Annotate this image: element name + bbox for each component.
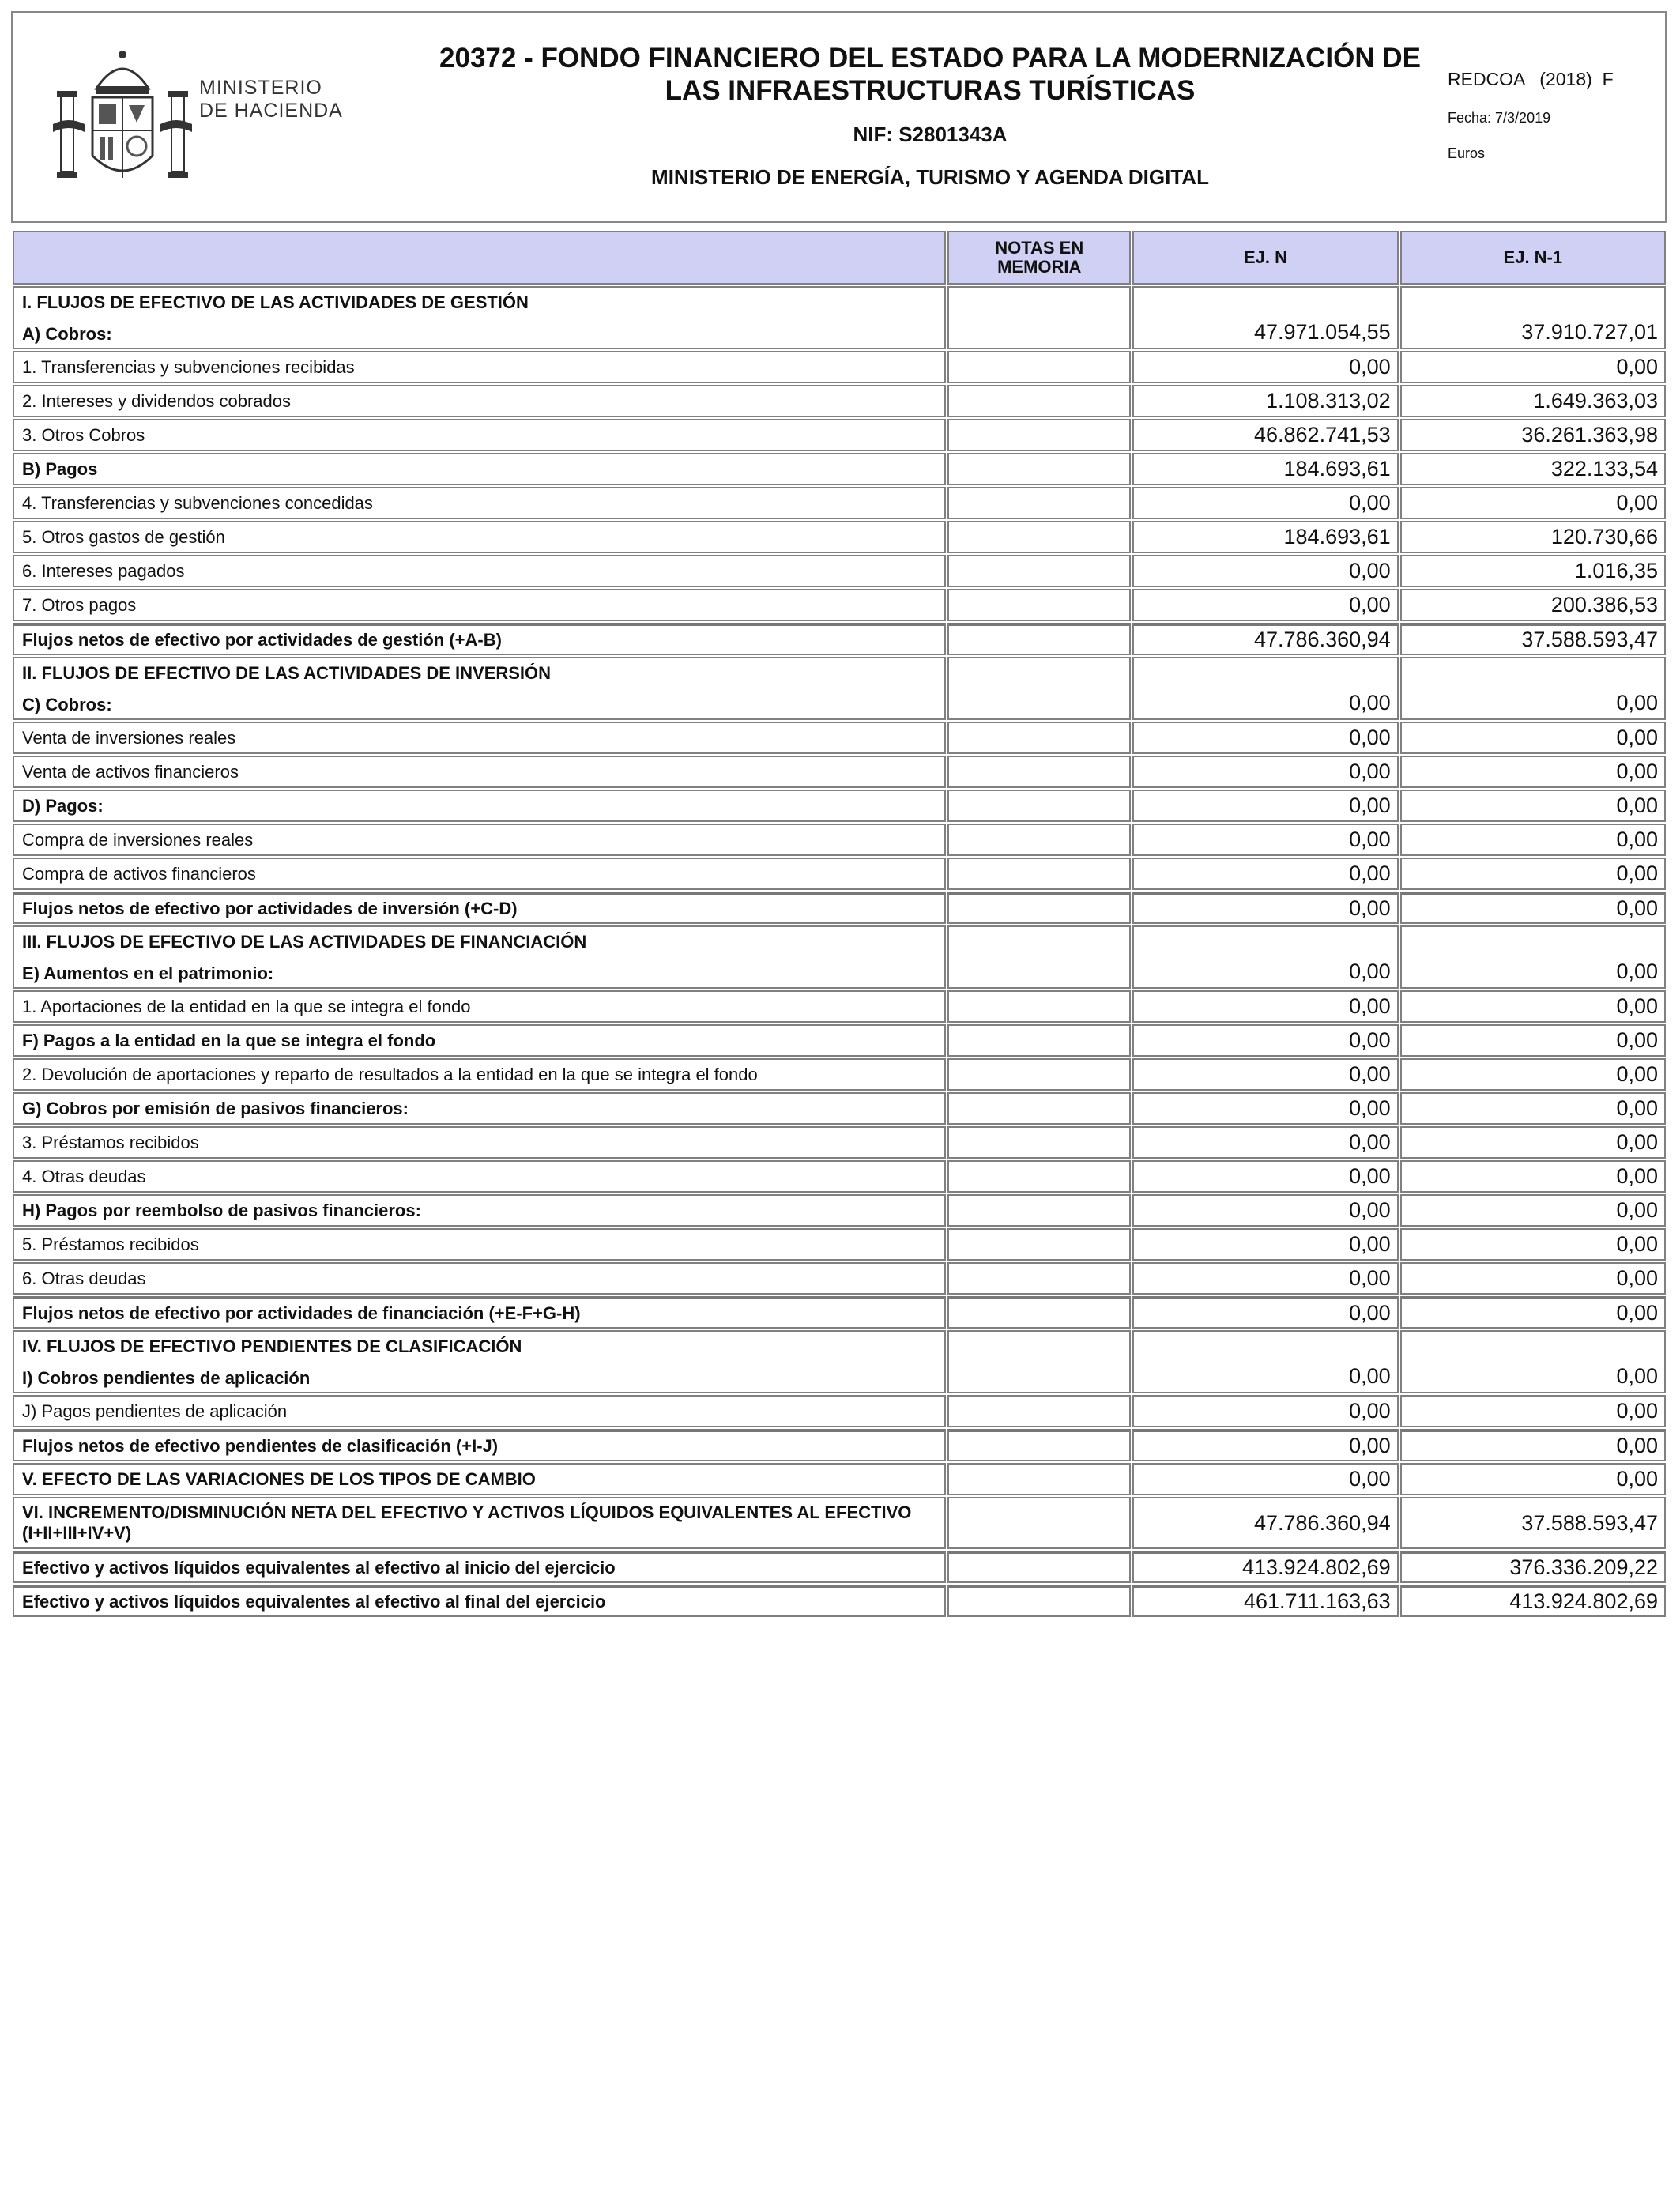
table-row xyxy=(13,858,1666,890)
row-label: B) Pagos xyxy=(13,453,946,485)
table-row xyxy=(13,589,1666,621)
column-header-year-n1: EJ. N-1 xyxy=(1400,231,1666,285)
row-value-year-n1: 37.588.593,47 xyxy=(1400,1497,1666,1549)
table-row xyxy=(13,351,1666,383)
row-notes xyxy=(947,1296,1131,1329)
row-notes xyxy=(947,589,1131,621)
row-label xyxy=(13,657,946,720)
row-value-year-n: 0,00 xyxy=(1132,722,1398,754)
row-notes xyxy=(947,925,1131,989)
report-date: Fecha: 7/3/2019 xyxy=(1448,110,1551,126)
row-value-year-n: 184.693,61 xyxy=(1132,521,1398,553)
cash-flow-table xyxy=(11,229,1667,1619)
table-row xyxy=(13,824,1666,856)
row-value-year-n: 0,00 xyxy=(1132,1228,1398,1261)
row-value-year-n1: 0,00 xyxy=(1400,824,1666,856)
row-label: 3. Otros Cobros xyxy=(13,419,946,451)
row-value-year-n: 0,00 xyxy=(1132,1058,1398,1091)
row-notes xyxy=(947,1194,1131,1227)
table-row xyxy=(13,1160,1666,1193)
row-notes xyxy=(947,1330,1131,1393)
row-value-year-n: 0,00 xyxy=(1132,1262,1398,1295)
table-row xyxy=(13,1585,1666,1617)
ministry-logo-text: MINISTERIO DE HACIENDA xyxy=(199,77,343,122)
table-row xyxy=(13,1194,1666,1227)
row-value-year-n1: 0,00 xyxy=(1400,1463,1666,1495)
row-notes xyxy=(947,1126,1131,1159)
row-value-year-n1: 0,00 xyxy=(1400,790,1666,822)
report-code: REDCOA (2018) F xyxy=(1448,69,1614,89)
row-value-year-n1: 322.133,54 xyxy=(1400,453,1666,485)
row-value-year-n1: 0,00 xyxy=(1400,657,1666,720)
row-notes xyxy=(947,790,1131,822)
row-label: 6. Intereses pagados xyxy=(13,555,946,587)
row-value-year-n: 413.924.802,69 xyxy=(1132,1551,1398,1583)
row-notes xyxy=(947,1497,1131,1549)
table-row xyxy=(13,1551,1666,1583)
row-label-text: I) Cobros pendientes de aplicación xyxy=(22,1368,311,1388)
row-label: Flujos netos de efectivo por actividades de gestión (+A-B) xyxy=(13,623,946,655)
row-label: Venta de inversiones reales xyxy=(13,722,946,754)
row-label: Flujos netos de efectivo por actividades de financiación (+E-F+G-H) xyxy=(13,1296,946,1329)
row-notes xyxy=(947,1228,1131,1261)
row-label: Efectivo y activos líquidos equivalentes al efectivo al final del ejercicio xyxy=(13,1585,946,1617)
row-value-year-n1: 0,00 xyxy=(1400,990,1666,1023)
row-value-year-n1: 0,00 xyxy=(1400,1429,1666,1461)
row-notes xyxy=(947,1024,1131,1057)
section-title: I. FLUJOS DE EFECTIVO DE LAS ACTIVIDADES DE GESTIÓN xyxy=(22,292,529,312)
row-label: V. EFECTO DE LAS VARIACIONES DE LOS TIPOS DE CAMBIO xyxy=(13,1463,946,1495)
row-value-year-n1: 0,00 xyxy=(1400,1262,1666,1295)
row-label: 2. Intereses y dividendos cobrados xyxy=(13,385,946,417)
row-notes xyxy=(947,286,1131,349)
row-label: G) Cobros por emisión de pasivos financieros: xyxy=(13,1092,946,1125)
row-label: F) Pagos a la entidad en la que se integra el fondo xyxy=(13,1024,946,1057)
table-row xyxy=(13,1395,1666,1427)
row-value-year-n: 46.862.741,53 xyxy=(1132,419,1398,451)
row-label: Efectivo y activos líquidos equivalentes al efectivo al inicio del ejercicio xyxy=(13,1551,946,1583)
row-value-year-n1: 376.336.209,22 xyxy=(1400,1551,1666,1583)
row-value-year-n: 0,00 xyxy=(1132,824,1398,856)
row-label: Compra de activos financieros xyxy=(13,858,946,890)
row-value-year-n1: 0,00 xyxy=(1400,1058,1666,1091)
row-value-year-n: 0,00 xyxy=(1132,351,1398,383)
row-notes xyxy=(947,1551,1131,1583)
table-row xyxy=(13,1330,1666,1393)
row-label xyxy=(13,286,946,349)
row-value-year-n1: 0,00 xyxy=(1400,756,1666,788)
row-notes xyxy=(947,487,1131,519)
row-label: 1. Transferencias y subvenciones recibidas xyxy=(13,351,946,383)
row-value-year-n1: 0,00 xyxy=(1400,1296,1666,1329)
organization: MINISTERIO DE ENERGÍA, TURISMO Y AGENDA DIGITAL xyxy=(651,165,1209,189)
table-row xyxy=(13,286,1666,349)
row-label: 2. Devolución de aportaciones y reparto de resultados a la entidad en la que se integra el fondo xyxy=(13,1058,946,1091)
column-header-notes: NOTAS EN MEMORIA xyxy=(947,231,1131,285)
row-label: 4. Transferencias y subvenciones concedidas xyxy=(13,487,946,519)
table-row xyxy=(13,385,1666,417)
row-value-year-n1: 37.588.593,47 xyxy=(1400,623,1666,655)
row-notes xyxy=(947,1262,1131,1295)
table-row xyxy=(13,1463,1666,1495)
row-notes xyxy=(947,1058,1131,1091)
nif: NIF: S2801343A xyxy=(853,123,1008,146)
row-notes xyxy=(947,858,1131,890)
row-value-year-n: 461.711.163,63 xyxy=(1132,1585,1398,1617)
row-label: 5. Préstamos recibidos xyxy=(13,1228,946,1261)
row-label: 5. Otros gastos de gestión xyxy=(13,521,946,553)
row-value-year-n: 0,00 xyxy=(1132,555,1398,587)
row-value-year-n1: 37.910.727,01 xyxy=(1400,286,1666,349)
row-notes xyxy=(947,1585,1131,1617)
document-title: 20372 - FONDO FINANCIERO DEL ESTADO PARA LA MODERNIZACIÓN DE LAS INFRAESTRUCTURAS TURÍSTICAS xyxy=(439,43,1421,106)
row-value-year-n: 0,00 xyxy=(1132,1126,1398,1159)
row-label: 7. Otros pagos xyxy=(13,589,946,621)
row-notes xyxy=(947,1160,1131,1193)
row-value-year-n1: 0,00 xyxy=(1400,925,1666,989)
row-notes xyxy=(947,1429,1131,1461)
row-value-year-n1: 36.261.363,98 xyxy=(1400,419,1666,451)
row-value-year-n1: 413.924.802,69 xyxy=(1400,1585,1666,1617)
row-value-year-n: 0,00 xyxy=(1132,990,1398,1023)
row-value-year-n: 0,00 xyxy=(1132,1296,1398,1329)
row-notes xyxy=(947,623,1131,655)
row-notes xyxy=(947,419,1131,451)
row-value-year-n1: 0,00 xyxy=(1400,1395,1666,1427)
row-notes xyxy=(947,385,1131,417)
table-row xyxy=(13,1262,1666,1295)
row-label: Venta de activos financieros xyxy=(13,756,946,788)
table-row xyxy=(13,487,1666,519)
section-title: II. FLUJOS DE EFECTIVO DE LAS ACTIVIDADES DE INVERSIÓN xyxy=(22,663,552,683)
row-label: H) Pagos por reembolso de pasivos financieros: xyxy=(13,1194,946,1227)
row-value-year-n: 0,00 xyxy=(1132,589,1398,621)
row-label: Compra de inversiones reales xyxy=(13,824,946,856)
table-row xyxy=(13,419,1666,451)
row-value-year-n: 47.786.360,94 xyxy=(1132,1497,1398,1549)
table-row xyxy=(13,790,1666,822)
table-row xyxy=(13,1024,1666,1057)
row-value-year-n: 0,00 xyxy=(1132,1395,1398,1427)
row-value-year-n: 0,00 xyxy=(1132,1330,1398,1393)
row-notes xyxy=(947,1395,1131,1427)
row-notes xyxy=(947,722,1131,754)
row-value-year-n1: 0,00 xyxy=(1400,1330,1666,1393)
row-value-year-n: 0,00 xyxy=(1132,1463,1398,1495)
section-title: III. FLUJOS DE EFECTIVO DE LAS ACTIVIDADES DE FINANCIACIÓN xyxy=(22,932,587,952)
row-value-year-n: 47.786.360,94 xyxy=(1132,623,1398,655)
table-row xyxy=(13,925,1666,989)
row-value-year-n1: 0,00 xyxy=(1400,892,1666,924)
column-header-year-n: EJ. N xyxy=(1132,231,1398,285)
table-row xyxy=(13,1126,1666,1159)
row-value-year-n: 47.971.054,55 xyxy=(1132,286,1398,349)
table-row xyxy=(13,555,1666,587)
row-notes xyxy=(947,555,1131,587)
table-row xyxy=(13,1092,1666,1125)
table-row xyxy=(13,623,1666,655)
row-value-year-n: 0,00 xyxy=(1132,858,1398,890)
row-value-year-n1: 0,00 xyxy=(1400,1160,1666,1193)
table-header-row xyxy=(13,231,1666,285)
row-value-year-n: 0,00 xyxy=(1132,756,1398,788)
row-label: D) Pagos: xyxy=(13,790,946,822)
table-row xyxy=(13,1497,1666,1549)
table-row xyxy=(13,892,1666,924)
row-value-year-n: 0,00 xyxy=(1132,1092,1398,1125)
table-row xyxy=(13,521,1666,553)
row-label: 6. Otras deudas xyxy=(13,1262,946,1295)
row-value-year-n1: 0,00 xyxy=(1400,722,1666,754)
row-notes xyxy=(947,657,1131,720)
row-value-year-n1: 1.016,35 xyxy=(1400,555,1666,587)
row-value-year-n: 0,00 xyxy=(1132,487,1398,519)
row-notes xyxy=(947,1092,1131,1125)
row-value-year-n: 0,00 xyxy=(1132,657,1398,720)
row-value-year-n1: 0,00 xyxy=(1400,351,1666,383)
table-row xyxy=(13,990,1666,1023)
row-value-year-n1: 0,00 xyxy=(1400,1126,1666,1159)
row-value-year-n: 0,00 xyxy=(1132,1194,1398,1227)
row-notes xyxy=(947,351,1131,383)
row-label-text: C) Cobros: xyxy=(22,695,112,714)
row-value-year-n: 0,00 xyxy=(1132,1160,1398,1193)
row-notes xyxy=(947,453,1131,485)
row-value-year-n: 0,00 xyxy=(1132,925,1398,989)
row-label: Flujos netos de efectivo pendientes de clasificación (+I-J) xyxy=(13,1429,946,1461)
row-label xyxy=(13,1330,946,1393)
row-label: 3. Préstamos recibidos xyxy=(13,1126,946,1159)
row-value-year-n1: 0,00 xyxy=(1400,487,1666,519)
row-label xyxy=(13,925,946,989)
row-value-year-n1: 0,00 xyxy=(1400,1194,1666,1227)
table-row xyxy=(13,453,1666,485)
row-value-year-n1: 1.649.363,03 xyxy=(1400,385,1666,417)
row-value-year-n: 1.108.313,02 xyxy=(1132,385,1398,417)
row-label: Flujos netos de efectivo por actividades de inversión (+C-D) xyxy=(13,892,946,924)
row-value-year-n1: 0,00 xyxy=(1400,1228,1666,1261)
row-label-text: A) Cobros: xyxy=(22,324,112,344)
table-row xyxy=(13,756,1666,788)
column-header-concept xyxy=(13,231,946,285)
table-row xyxy=(13,1058,1666,1091)
row-label: VI. INCREMENTO/DISMINUCIÓN NETA DEL EFECTIVO Y ACTIVOS LÍQUIDOS EQUIVALENTES AL EFECTIVO (I+II+III+IV+V) xyxy=(13,1497,946,1549)
row-value-year-n1: 0,00 xyxy=(1400,1092,1666,1125)
table-row xyxy=(13,722,1666,754)
row-notes xyxy=(947,990,1131,1023)
row-value-year-n: 0,00 xyxy=(1132,1429,1398,1461)
row-label: 1. Aportaciones de la entidad en la que se integra el fondo xyxy=(13,990,946,1023)
table-row xyxy=(13,1228,1666,1261)
row-value-year-n: 0,00 xyxy=(1132,892,1398,924)
currency: Euros xyxy=(1448,145,1486,161)
row-notes xyxy=(947,1463,1131,1495)
row-value-year-n1: 200.386,53 xyxy=(1400,589,1666,621)
row-value-year-n1: 0,00 xyxy=(1400,1024,1666,1057)
row-value-year-n: 0,00 xyxy=(1132,1024,1398,1057)
row-label: 4. Otras deudas xyxy=(13,1160,946,1193)
table-row xyxy=(13,657,1666,720)
row-label-text: E) Aumentos en el patrimonio: xyxy=(22,963,274,983)
table-row xyxy=(13,1429,1666,1461)
document-header xyxy=(11,11,1667,223)
row-label: J) Pagos pendientes de aplicación xyxy=(13,1395,946,1427)
row-value-year-n: 184.693,61 xyxy=(1132,453,1398,485)
coat-of-arms-logo xyxy=(53,45,353,203)
row-notes xyxy=(947,521,1131,553)
table-row xyxy=(13,1296,1666,1329)
row-value-year-n1: 120.730,66 xyxy=(1400,521,1666,553)
row-notes xyxy=(947,824,1131,856)
row-notes xyxy=(947,756,1131,788)
section-title: IV. FLUJOS DE EFECTIVO PENDIENTES DE CLASIFICACIÓN xyxy=(22,1336,522,1356)
row-notes xyxy=(947,892,1131,924)
row-value-year-n1: 0,00 xyxy=(1400,858,1666,890)
row-value-year-n: 0,00 xyxy=(1132,790,1398,822)
